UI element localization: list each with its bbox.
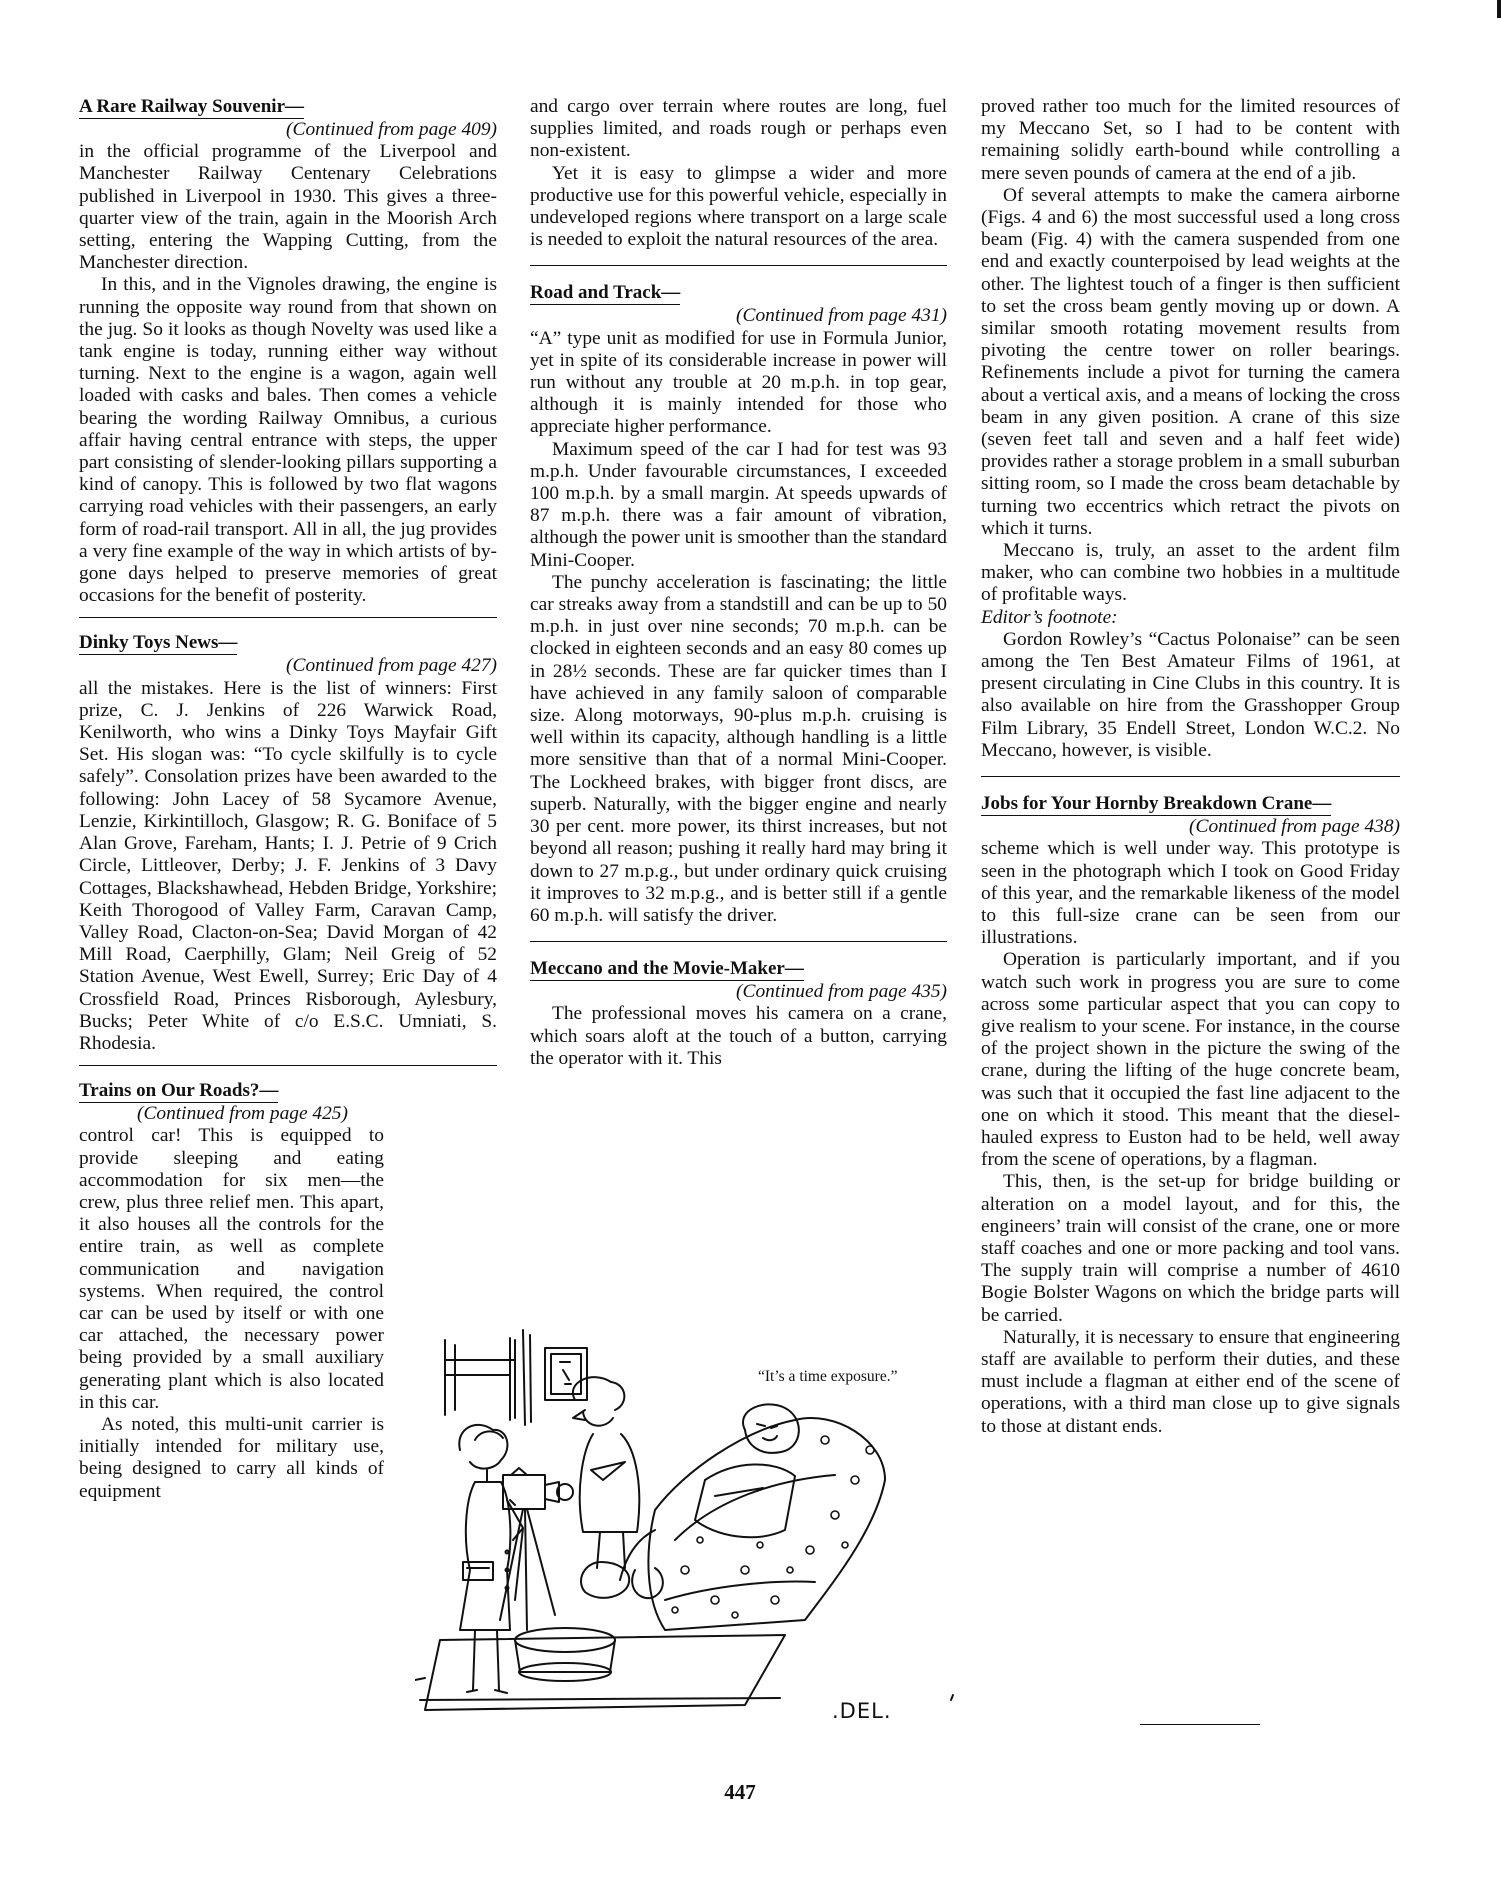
trains-paragraph-1: control car! This is equipped to provide sleeping and eating accommodation for six men—the crew, plus three relief men. This apart, it also houses all the controls for the entire train, as well as complete communication and navigation systems. When required, the control car can be used by itself or with one car attached, the necessary power being provided by a small auxiliary generating plant which is also located in this car. <box>79 1125 384 1413</box>
trains-paragraph-4: Yet it is easy to glimpse a wider and more productive use for this powerful vehicle, especially in undeveloped regions where transport on a large scale is needed to exploit the natural resources of the area. <box>530 162 947 251</box>
meccano-heading: Meccano and the Movie-Maker— <box>530 958 804 980</box>
hornby-paragraph-1: scheme which is well under way. This prototype is seen in the photograph which I took on Good Friday of this year, and the remarkable likeness of the model to this full-size crane can be seen from our illustrations. <box>981 838 1400 949</box>
cartoon-caption: “It’s a time exposure.” <box>758 1368 898 1385</box>
trains-continued: (Continued from page 425) <box>137 1103 348 1125</box>
road-paragraph-1: “A” type unit as modified for use in Formula Junior, yet in spite of its considerable increase in power will run without any trouble at 20 m.p.h. in top gear, although it is mainly intended for those who appreciate higher performance. <box>530 327 947 438</box>
divider <box>79 617 497 618</box>
end-rule <box>1140 1724 1260 1725</box>
page-number: 447 <box>724 1780 756 1804</box>
meccano-continued: (Continued from page 435) <box>736 981 947 1003</box>
trains-paragraph-3: and cargo over terrain where routes are long, fuel supplies limited, and roads rough or perhaps even non-existent. <box>530 96 947 162</box>
trains-heading: Trains on Our Roads?— <box>79 1080 279 1102</box>
hornby-heading: Jobs for Your Hornby Breakdown Crane— <box>981 793 1332 815</box>
hornby-continued: (Continued from page 438) <box>1189 816 1400 838</box>
editor-footnote-label: Editor’s footnote: <box>981 606 1118 628</box>
divider <box>530 941 947 942</box>
cartoon-illustration <box>415 1300 970 1730</box>
road-paragraph-3: The punchy acceleration is fascinating; the little car streaks away from a standstill and can be up to 50 m.p.h. in just over nine seconds; 70 m.p.h. can be clocked in eighteen seconds and an easy 80 comes up in 28½ seconds. These are far quicker times than I have achieved in any family saloon of comparable size. Along motorways, 90-plus m.p.h. cruising is well within its capacity, although handling is a little more sensitive than that of a normal Mini-Cooper. The Lockheed brakes, with bigger front discs, are superb. Naturally, with the bigger engine and nearly 30 per cent. more power, its thirst increases, but not beyond all reason; pushing it really hard may bring it down to 27 m.p.g., but under ordinary quick cruising it improves to 32 m.p.g., and is better still if a gentle 60 m.p.h. will satisfy the driver. <box>530 571 947 926</box>
railway-heading: A Rare Railway Souvenir— <box>79 96 305 117</box>
divider <box>530 265 947 266</box>
column-right <box>981 96 1400 1438</box>
meccano-paragraph-3: Of several attempts to make the camera airborne (Figs. 4 and 6) the most successful used a long cross beam (Fig. 4) with the camera suspended from one end and exactly counterpoised by lead weights at the other. The lightest touch of a finger is then sufficient to set the cross beam gently moving up or down. A similar smooth rotating movement results from pivoting the centre tower on roller bearings. Refinements include a pivot for turning the camera about a vertical axis, and a means of locking the cross beam in any given position. A crane of this size (seven feet tall and seven and a half feet wide) provides rather a storage problem in a small suburban sitting room, so I made the cross beam detachable by turning two eccentrics which retract the pivots on which it turns. <box>981 184 1400 539</box>
meccano-paragraph-4: Meccano is, truly, an asset to the ardent film maker, who can combine two hobbies in a multitude of profitable ways. <box>981 540 1400 606</box>
dinky-continued: (Continued from page 427) <box>286 655 497 677</box>
divider <box>981 776 1400 777</box>
road-paragraph-2: Maximum speed of the car I had for test was 93 m.p.h. Under favourable circumstances, I exceeded 100 m.p.h. by a small margin. At speeds upwards of 87 m.p.h. there was a fair amount of vibration, although the power unit is smoother than the standard Mini-Cooper. <box>530 438 947 571</box>
column-middle <box>530 96 947 1070</box>
railway-paragraph-1: in the official programme of the Liverpool and Manchester Railway Centenary Celebrations published in Liverpool in 1930. This gives a three-quarter view of the train, again in the Moorish Arch setting, entering the Wapping Cutting, from the Manchester direction. <box>79 141 497 274</box>
trains-narrow-block <box>79 1103 384 1503</box>
meccano-paragraph-2: proved rather too much for the limited resources of my Meccano Set, so I had to be content with remaining solidly earth-bound while controlling a mere seven pounds of camera at the end of a jib. <box>981 96 1400 184</box>
editor-footnote: Gordon Rowley’s “Cactus Polonaise” can be seen among the Ten Best Amateur Films of 1961, at present circulating in Cine Clubs in this country. It is also available on hire from the Grasshopper Group Film Library, 35 Endell Street, London W.C.2. No Meccano, however, is visible. <box>981 628 1400 761</box>
trains-paragraph-2: As noted, this multi-unit carrier is initially intended for military use, being designed to carry all kinds of equipment <box>79 1413 384 1502</box>
hornby-paragraph-3: This, then, is the set-up for bridge building or alteration on a model layout, and for this, the engineers’ train will consist of the crane, one or more staff coaches and one or more packing and tool vans. The supply train will comprise a number of 4610 Bogie Bolster Wagons on which the bridge parts will be carried. <box>981 1171 1400 1326</box>
edge-mark <box>1497 0 1501 18</box>
railway-continued: (Continued from page 409) <box>286 119 497 140</box>
road-heading: Road and Track— <box>530 282 681 304</box>
road-continued: (Continued from page 431) <box>736 305 947 327</box>
artist-signature: .DEL. <box>832 1699 892 1723</box>
hornby-paragraph-2: Operation is particularly important, and if you watch such work in progress you are sure to come across some particular aspect that you can copy to give realism to your scene. For instance, in the course of the project shown in the picture the swing of the crane, during the lifting of the huge concrete beam, was such that it occupied the fast line adjacent to the one on which it stood. This meant that the diesel-hauled express to Euston had to be held, well away from the scene of operations, by a flagman. <box>981 949 1400 1171</box>
meccano-paragraph-1: The professional moves his camera on a crane, which soars aloft at the touch of a button, carrying the operator with it. This <box>530 1003 947 1069</box>
hornby-paragraph-4: Naturally, it is necessary to ensure that engineering staff are available to perform their duties, and these must include a flagman at either end of the scene of operations, with a third man close up to give signals to those at distant ends. <box>981 1326 1400 1437</box>
column-left <box>79 96 497 1503</box>
divider <box>79 1065 497 1066</box>
dinky-heading: Dinky Toys News— <box>79 632 238 654</box>
dinky-paragraph-1: all the mistakes. Here is the list of winners: First prize, C. J. Jenkins of 226 Warwick Road, Kenilworth, who wins a Dinky Toys Mayfair Gift Set. His slogan was: “To cycle skilfully is to cycle safely”. Consolation prizes have been awarded to the following: John Lacey of 58 Sycamore Avenue, Lenzie, Kirkintilloch, Glasgow; R. G. Boniface of 5 Alan Grove, Fareham, Hants; I. J. Petrie of 9 Crich Circle, Littleover, Derby; J. F. Jenkins of 3 Davy Cottages, Blackshawhead, Hebden Bridge, Yorkshire; Keith Thorogood of Valley Farm, Caravan Camp, Valley Road, Clacton-on-Sea; David Morgan of 42 Mill Road, Caerphilly, Glam; Neil Greig of 52 Station Avenue, West Ewell, Surrey; Eric Day of 4 Crossfield Road, Princes Risborough, Aylesbury, Bucks; Peter White of c/o E.S.C. Umniati, S. Rhodesia. <box>79 677 497 1054</box>
railway-paragraph-2: In this, and in the Vignoles drawing, the engine is running the opposite way round from that shown on the jug. So it looks as though Novelty was used like a tank engine is today, running either way without turning. Next to the engine is a wagon, again well loaded with casks and bales. Then comes a vehicle bearing the wording Railway Omnibus, a curious affair having central entrance with steps, the upper part consisting of slender-looking pillars supporting a kind of canopy. This is followed by two flat wagons carrying road vehicles with their passengers, an early form of road-rail transport. All in all, the jug provides a very fine example of the way in which artists of by-gone days helped to preserve memories of great occasions for the benefit of posterity. <box>79 274 497 607</box>
